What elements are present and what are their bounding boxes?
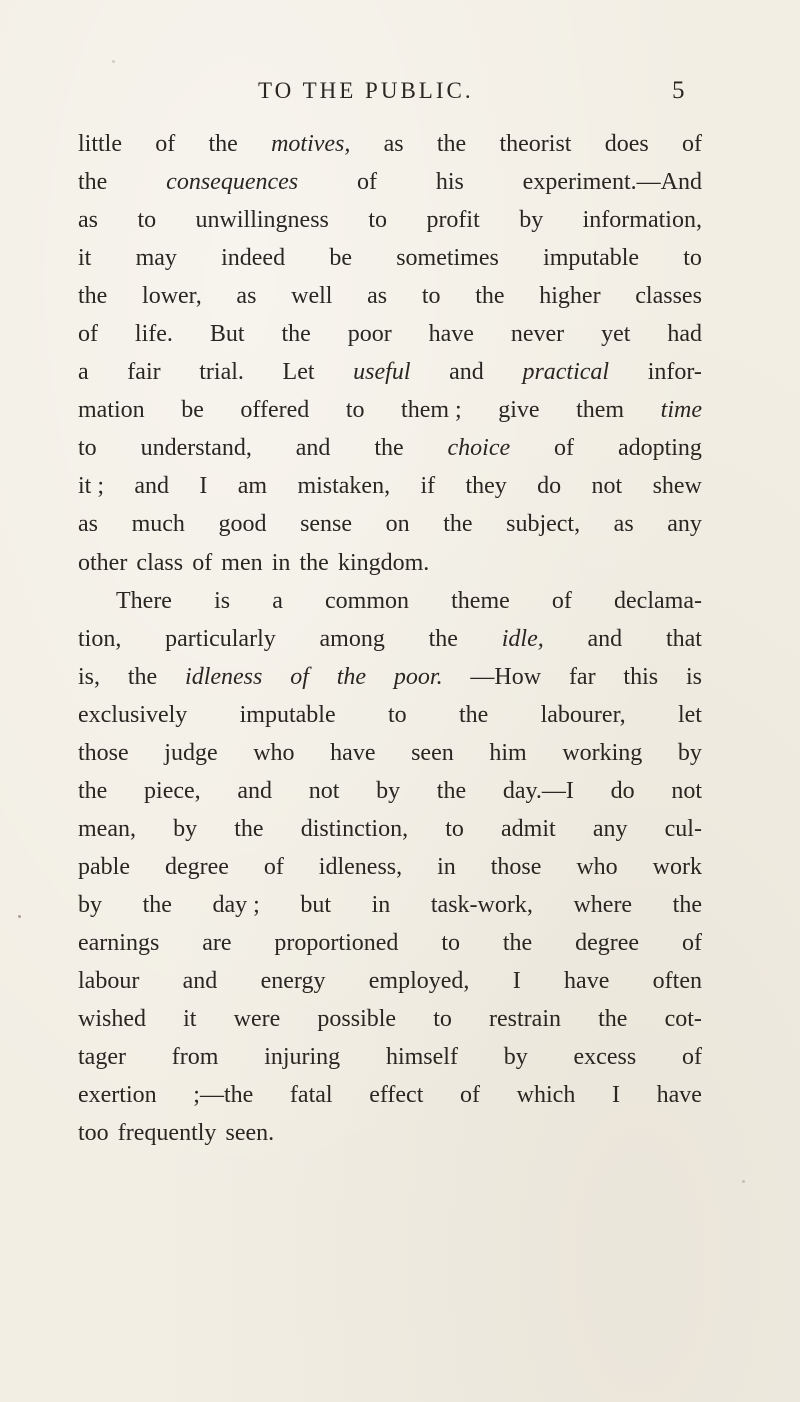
word: proportioned — [274, 929, 399, 956]
word: of — [263, 853, 284, 880]
text-line — [78, 544, 702, 582]
word: to — [137, 207, 157, 234]
word: kingdom. — [337, 549, 430, 576]
text-line — [78, 429, 702, 467]
word: the — [436, 777, 467, 804]
word: give — [498, 397, 540, 424]
word: by — [376, 777, 401, 804]
word: and — [295, 435, 331, 462]
page-header — [0, 76, 800, 106]
word: good — [218, 511, 267, 538]
word: him — [489, 739, 527, 766]
text-line — [78, 277, 702, 315]
word: the — [78, 777, 108, 804]
word: sometimes — [396, 245, 499, 272]
word: mistaken, — [297, 473, 391, 500]
word: the — [78, 169, 108, 196]
word: infor- — [647, 359, 702, 386]
word: as — [78, 207, 98, 234]
word: day ; — [212, 891, 260, 918]
word: idleness, — [318, 853, 403, 880]
word: theme — [451, 587, 510, 614]
text-line — [78, 353, 702, 391]
word: by — [519, 207, 544, 234]
word: trial. — [199, 359, 244, 386]
word: fatal — [289, 1082, 333, 1109]
word: let — [677, 701, 702, 728]
word: other — [78, 549, 128, 576]
text-line — [78, 505, 702, 543]
word: who — [576, 853, 618, 880]
word: the — [374, 435, 404, 462]
word: Let — [282, 359, 315, 386]
word: not — [591, 473, 623, 500]
text-line — [78, 1000, 702, 1038]
word: by — [173, 815, 198, 842]
word: they — [465, 473, 507, 500]
word: the — [458, 701, 489, 728]
word: possible — [317, 1006, 397, 1033]
word: much — [131, 511, 185, 538]
word: degree — [575, 929, 640, 956]
word: to — [433, 1006, 452, 1033]
word: the — [443, 511, 473, 538]
word: choice — [447, 435, 511, 462]
word: work — [652, 853, 702, 880]
word: of — [681, 131, 702, 157]
word: of — [681, 1044, 702, 1071]
word: in — [271, 549, 291, 576]
word: and — [134, 473, 170, 500]
word: cot- — [664, 1006, 702, 1033]
text-line — [78, 734, 702, 772]
word: of — [356, 169, 377, 196]
word: I — [512, 968, 521, 995]
word: wished — [78, 1006, 146, 1033]
word: I — [199, 473, 208, 500]
word: a — [272, 587, 283, 614]
word: labourer, — [540, 701, 626, 728]
word: the — [336, 663, 367, 690]
word: not — [671, 777, 702, 804]
word: to — [387, 701, 407, 728]
text-line — [78, 886, 702, 924]
word: consequences — [166, 169, 299, 196]
word: time — [660, 397, 702, 424]
word: have — [428, 321, 474, 348]
word: the — [142, 891, 172, 918]
word: it — [183, 1006, 197, 1033]
text-line — [78, 1038, 702, 1076]
word: of — [551, 587, 572, 614]
paper-speck — [112, 60, 115, 63]
word: where — [573, 891, 633, 918]
word: if — [420, 473, 436, 500]
word: employed, — [368, 968, 470, 995]
word: often — [652, 968, 702, 995]
word: by — [503, 1044, 528, 1071]
text-line — [78, 163, 702, 201]
word: adopting — [617, 435, 702, 462]
word: on — [385, 511, 410, 538]
word: I — [611, 1082, 620, 1109]
word: those — [490, 853, 542, 880]
word: labour — [78, 968, 140, 995]
word: to — [683, 245, 702, 272]
word: far — [568, 663, 596, 690]
word: injuring — [264, 1044, 341, 1071]
word: a — [78, 359, 89, 386]
word: distinction, — [300, 815, 409, 842]
word: —How — [470, 663, 542, 690]
word: to — [368, 207, 387, 234]
text-line — [78, 239, 702, 277]
word: life. — [134, 321, 173, 348]
word: cul- — [664, 815, 702, 842]
word: the — [127, 663, 158, 690]
word: offered — [240, 397, 310, 424]
word: any — [667, 511, 702, 538]
word: exertion — [78, 1082, 157, 1109]
word: to — [78, 435, 97, 462]
word: as — [78, 511, 98, 538]
word: men — [221, 549, 263, 576]
word: shew — [652, 473, 702, 500]
word: that — [665, 625, 702, 652]
text-line — [78, 848, 702, 886]
word: idle, — [501, 625, 544, 652]
word: be — [181, 397, 204, 424]
word: the — [475, 283, 505, 310]
word: task-work, — [430, 891, 533, 918]
word: restrain — [489, 1006, 561, 1033]
text-line — [78, 125, 702, 163]
word: the — [281, 321, 311, 348]
word: tager — [78, 1044, 126, 1071]
word: which — [516, 1082, 576, 1109]
word: and — [587, 625, 623, 652]
word: the — [502, 929, 533, 956]
word: do — [537, 473, 562, 500]
word: too — [78, 1120, 109, 1147]
word: to — [421, 283, 441, 310]
word: tion, — [78, 625, 122, 652]
word: day.—I — [502, 777, 574, 804]
word: of — [155, 131, 176, 157]
word: yet — [601, 321, 631, 348]
text-line — [78, 315, 702, 353]
word: and — [237, 777, 273, 804]
text-line — [78, 467, 702, 505]
word: seen. — [225, 1120, 275, 1147]
word: declama- — [614, 587, 702, 614]
text-line — [78, 658, 702, 696]
text-line — [78, 810, 702, 848]
word: in — [371, 891, 391, 918]
word: and — [182, 968, 218, 995]
text-line — [78, 962, 702, 1000]
word: There — [116, 587, 172, 614]
word: But — [209, 321, 245, 348]
word: to — [445, 815, 464, 842]
word: admit — [501, 815, 556, 842]
word: exclusively — [78, 701, 188, 728]
word: class — [136, 549, 184, 576]
word: to — [345, 397, 365, 424]
word: am — [237, 473, 268, 500]
word: particularly — [165, 625, 276, 652]
word: have — [564, 968, 610, 995]
word: understand, — [140, 435, 252, 462]
word: judge — [164, 739, 218, 766]
word: and — [449, 359, 484, 386]
word: working — [562, 739, 643, 766]
text-line — [78, 582, 702, 620]
word: earnings — [78, 929, 160, 956]
word: himself — [385, 1044, 458, 1071]
word: those — [78, 739, 129, 766]
word: them — [576, 397, 625, 424]
word: theorist — [499, 131, 572, 157]
word: of — [290, 663, 309, 690]
word: by — [78, 891, 102, 918]
word: mean, — [78, 815, 136, 842]
word: in — [437, 853, 456, 880]
word: have — [330, 739, 376, 766]
word: energy — [260, 968, 326, 995]
page-number: 5 — [672, 77, 685, 104]
text-line — [78, 391, 702, 429]
word: excess — [573, 1044, 637, 1071]
word: is — [685, 663, 702, 690]
word: were — [233, 1006, 281, 1033]
word: imputable — [239, 701, 336, 728]
word: of — [78, 321, 98, 348]
word: the — [299, 549, 329, 576]
word: but — [300, 891, 332, 918]
word: never — [510, 321, 565, 348]
word: subject, — [506, 511, 581, 538]
word: higher — [539, 283, 601, 310]
word: the — [208, 131, 238, 157]
text-line — [78, 620, 702, 658]
paper-speck — [18, 915, 21, 918]
word: the — [428, 625, 458, 652]
word: classes — [635, 283, 702, 310]
word: profit — [426, 207, 480, 234]
word: be — [329, 245, 352, 272]
word: poor — [347, 321, 392, 348]
word: does — [604, 131, 649, 157]
body-text — [78, 125, 702, 1152]
word: it ; — [78, 473, 105, 500]
word: among — [319, 625, 385, 652]
word: of — [554, 435, 575, 462]
word: any — [592, 815, 628, 842]
word: them ; — [401, 397, 462, 424]
word: of — [681, 929, 702, 956]
word: the — [234, 815, 264, 842]
word: of — [460, 1082, 481, 1109]
word: the — [436, 131, 467, 157]
word: motives, — [271, 131, 351, 157]
word: sense — [300, 511, 353, 538]
text-line — [78, 696, 702, 734]
text-line — [78, 924, 702, 962]
word: this — [623, 663, 659, 690]
word: common — [325, 587, 410, 614]
word: well — [291, 283, 333, 310]
text-line — [78, 1076, 702, 1114]
word: to — [441, 929, 460, 956]
word: had — [667, 321, 702, 348]
word: indeed — [221, 245, 286, 272]
word: little — [78, 131, 122, 157]
word: practical — [522, 359, 610, 386]
text-line — [78, 1114, 702, 1152]
word: as — [236, 283, 257, 310]
text-line — [78, 201, 702, 239]
word: are — [202, 929, 232, 956]
text-line — [78, 772, 702, 810]
word: ;—the — [193, 1082, 254, 1109]
word: poor. — [393, 663, 443, 690]
word: as — [613, 511, 634, 538]
word: as — [383, 131, 404, 157]
word: imputable — [543, 245, 640, 272]
word: lower, — [142, 283, 202, 310]
paper-speck — [742, 1180, 745, 1183]
word: seen — [411, 739, 454, 766]
word: not — [308, 777, 340, 804]
word: by — [677, 739, 702, 766]
word: have — [656, 1082, 702, 1109]
word: unwillingness — [195, 207, 329, 234]
word: pable — [78, 853, 130, 880]
word: his — [435, 169, 464, 196]
word: is — [214, 587, 231, 614]
word: the — [78, 283, 108, 310]
word: it — [78, 245, 92, 272]
word: may — [135, 245, 177, 272]
word: the — [672, 891, 702, 918]
word: frequently — [117, 1120, 217, 1147]
running-head: TO THE PUBLIC. — [258, 78, 474, 103]
word: information, — [582, 207, 702, 234]
word: from — [171, 1044, 219, 1071]
word: as — [367, 283, 388, 310]
word: of — [192, 549, 213, 576]
word: do — [610, 777, 635, 804]
word: useful — [353, 359, 411, 386]
word: is, — [78, 663, 101, 690]
word: fair — [127, 359, 161, 386]
word: degree — [164, 853, 229, 880]
word: piece, — [144, 777, 201, 804]
word: experiment.—And — [522, 169, 702, 196]
word: the — [598, 1006, 628, 1033]
word: idleness — [185, 663, 263, 690]
word: who — [253, 739, 295, 766]
word: mation — [78, 397, 145, 424]
word: effect — [369, 1082, 424, 1109]
